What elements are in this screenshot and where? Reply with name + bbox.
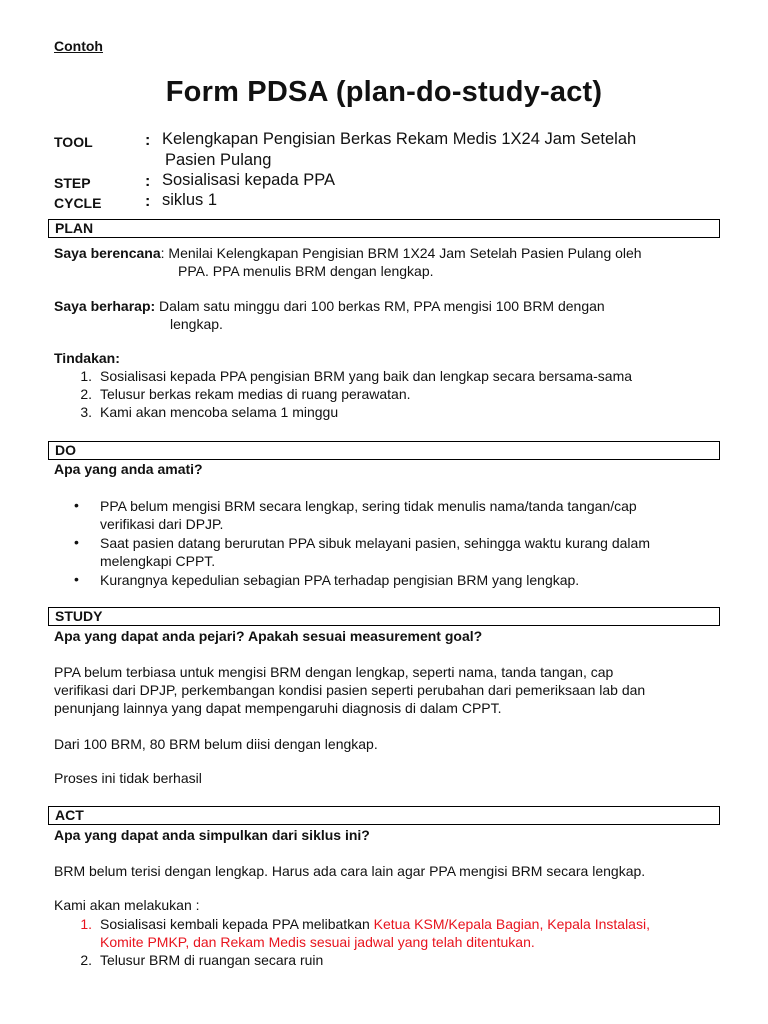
step-label: STEP bbox=[54, 175, 91, 191]
act-section-label: ACT bbox=[48, 806, 720, 825]
list-text: Sosialisasi kepada PPA pengisian BRM yang baik dan lengkap secara bersama-sama bbox=[100, 368, 633, 384]
do-question: Apa yang anda amati? bbox=[54, 461, 203, 477]
do-bullet-2-line2: melengkapi CPPT. bbox=[100, 553, 216, 569]
tindakan-label: Tindakan: bbox=[54, 350, 120, 366]
study-question: Apa yang dapat anda pejari? Apakah sesuai measurement goal? bbox=[54, 628, 483, 644]
tool-value-line1: Kelengkapan Pengisian Berkas Rekam Medis 1X24 Jam Setelah bbox=[162, 130, 637, 148]
bullet-icon: • bbox=[74, 497, 79, 513]
act-item1-line2: Komite PMKP, dan Rekam Medis sesuai jadwal yang telah ditentukan. bbox=[100, 934, 535, 950]
plan-berencana bbox=[54, 244, 642, 262]
act-para2: Kami akan melakukan : bbox=[54, 897, 200, 913]
berharap-label: Saya berharap: bbox=[54, 298, 156, 314]
study-para1-line3: penunjang lainnya yang dapat mempengaruhi diagnosis di dalam CPPT. bbox=[54, 700, 502, 716]
bullet-icon: • bbox=[74, 571, 79, 587]
cycle-value: siklus 1 bbox=[162, 191, 218, 209]
list-item bbox=[54, 367, 714, 385]
tindakan-list bbox=[54, 367, 714, 421]
bullet-icon: • bbox=[74, 534, 79, 550]
act-item2-number: 2. bbox=[80, 952, 92, 968]
plan-section-label: PLAN bbox=[48, 219, 720, 238]
step-colon: : bbox=[145, 173, 151, 190]
do-bullet-1-line2: verifikasi dari DPJP. bbox=[100, 516, 224, 532]
act-item2-text: Telusur BRM di ruangan secara ruin bbox=[100, 952, 324, 968]
example-label: Contoh bbox=[54, 38, 103, 54]
list-item bbox=[54, 385, 714, 403]
do-bullet-3-line1: Kurangnya kepedulian sebagian PPA terhadap pengisian BRM yang lengkap. bbox=[100, 572, 580, 588]
study-para3: Proses ini tidak berhasil bbox=[54, 770, 202, 786]
cycle-colon: : bbox=[145, 193, 151, 210]
act-question: Apa yang dapat anda simpulkan dari siklus ini? bbox=[54, 827, 370, 843]
act-item1-number: 1. bbox=[80, 916, 92, 932]
list-number: 2. bbox=[80, 386, 92, 402]
berencana-text-line2: PPA. PPA menulis BRM dengan lengkap. bbox=[178, 263, 434, 279]
study-para1-line1: PPA belum terbiasa untuk mengisi BRM dengan lengkap, seperti nama, tanda tangan, cap bbox=[54, 664, 614, 680]
do-section-label: DO bbox=[48, 441, 720, 460]
berencana-label: Saya berencana bbox=[54, 245, 161, 261]
tool-value-line2: Pasien Pulang bbox=[165, 151, 272, 169]
list-text: Kami akan mencoba selama 1 minggu bbox=[100, 404, 339, 420]
list-item bbox=[54, 403, 714, 421]
tool-colon: : bbox=[145, 132, 151, 149]
study-para2: Dari 100 BRM, 80 BRM belum diisi dengan lengkap. bbox=[54, 736, 378, 752]
list-text: Telusur berkas rekam medias di ruang perawatan. bbox=[100, 386, 411, 402]
study-section-label: STUDY bbox=[48, 607, 720, 626]
cycle-label: CYCLE bbox=[54, 195, 102, 211]
plan-berharap bbox=[54, 297, 605, 315]
step-value: Sosialisasi kepada PPA bbox=[162, 171, 336, 189]
berharap-text-line1: Dalam satu minggu dari 100 berkas RM, PPA mengisi 100 BRM dengan bbox=[155, 298, 605, 314]
act-item1-highlight: Ketua KSM/Kepala Bagian, Kepala Instalasi, bbox=[373, 916, 650, 932]
berencana-text-line1: : Menilai Kelengkapan Pengisian BRM 1X24 Jam Setelah Pasien Pulang oleh bbox=[160, 245, 642, 261]
list-number: 1. bbox=[80, 368, 92, 384]
list-number: 3. bbox=[80, 404, 92, 420]
do-bullet-2-line1: Saat pasien datang berurutan PPA sibuk melayani pasien, sehingga waktu kurang dalam bbox=[100, 535, 650, 551]
study-para1-line2: verifikasi dari DPJP, perkembangan kondisi pasien seperti perubahan dari pemeriksaan lab dan bbox=[54, 682, 646, 698]
tool-label: TOOL bbox=[54, 134, 93, 150]
act-item1-text: Sosialisasi kembali kepada PPA melibatkan bbox=[100, 916, 374, 932]
berharap-text-line2: lengkap. bbox=[170, 316, 223, 332]
act-para1: BRM belum terisi dengan lengkap. Harus ada cara lain agar PPA mengisi BRM secara lengkap. bbox=[54, 863, 646, 879]
page-title: Form PDSA (plan-do-study-act) bbox=[165, 76, 603, 108]
act-item1-line1 bbox=[100, 915, 650, 933]
do-bullet-1-line1: PPA belum mengisi BRM secara lengkap, sering tidak menulis nama/tanda tangan/cap bbox=[100, 498, 637, 514]
